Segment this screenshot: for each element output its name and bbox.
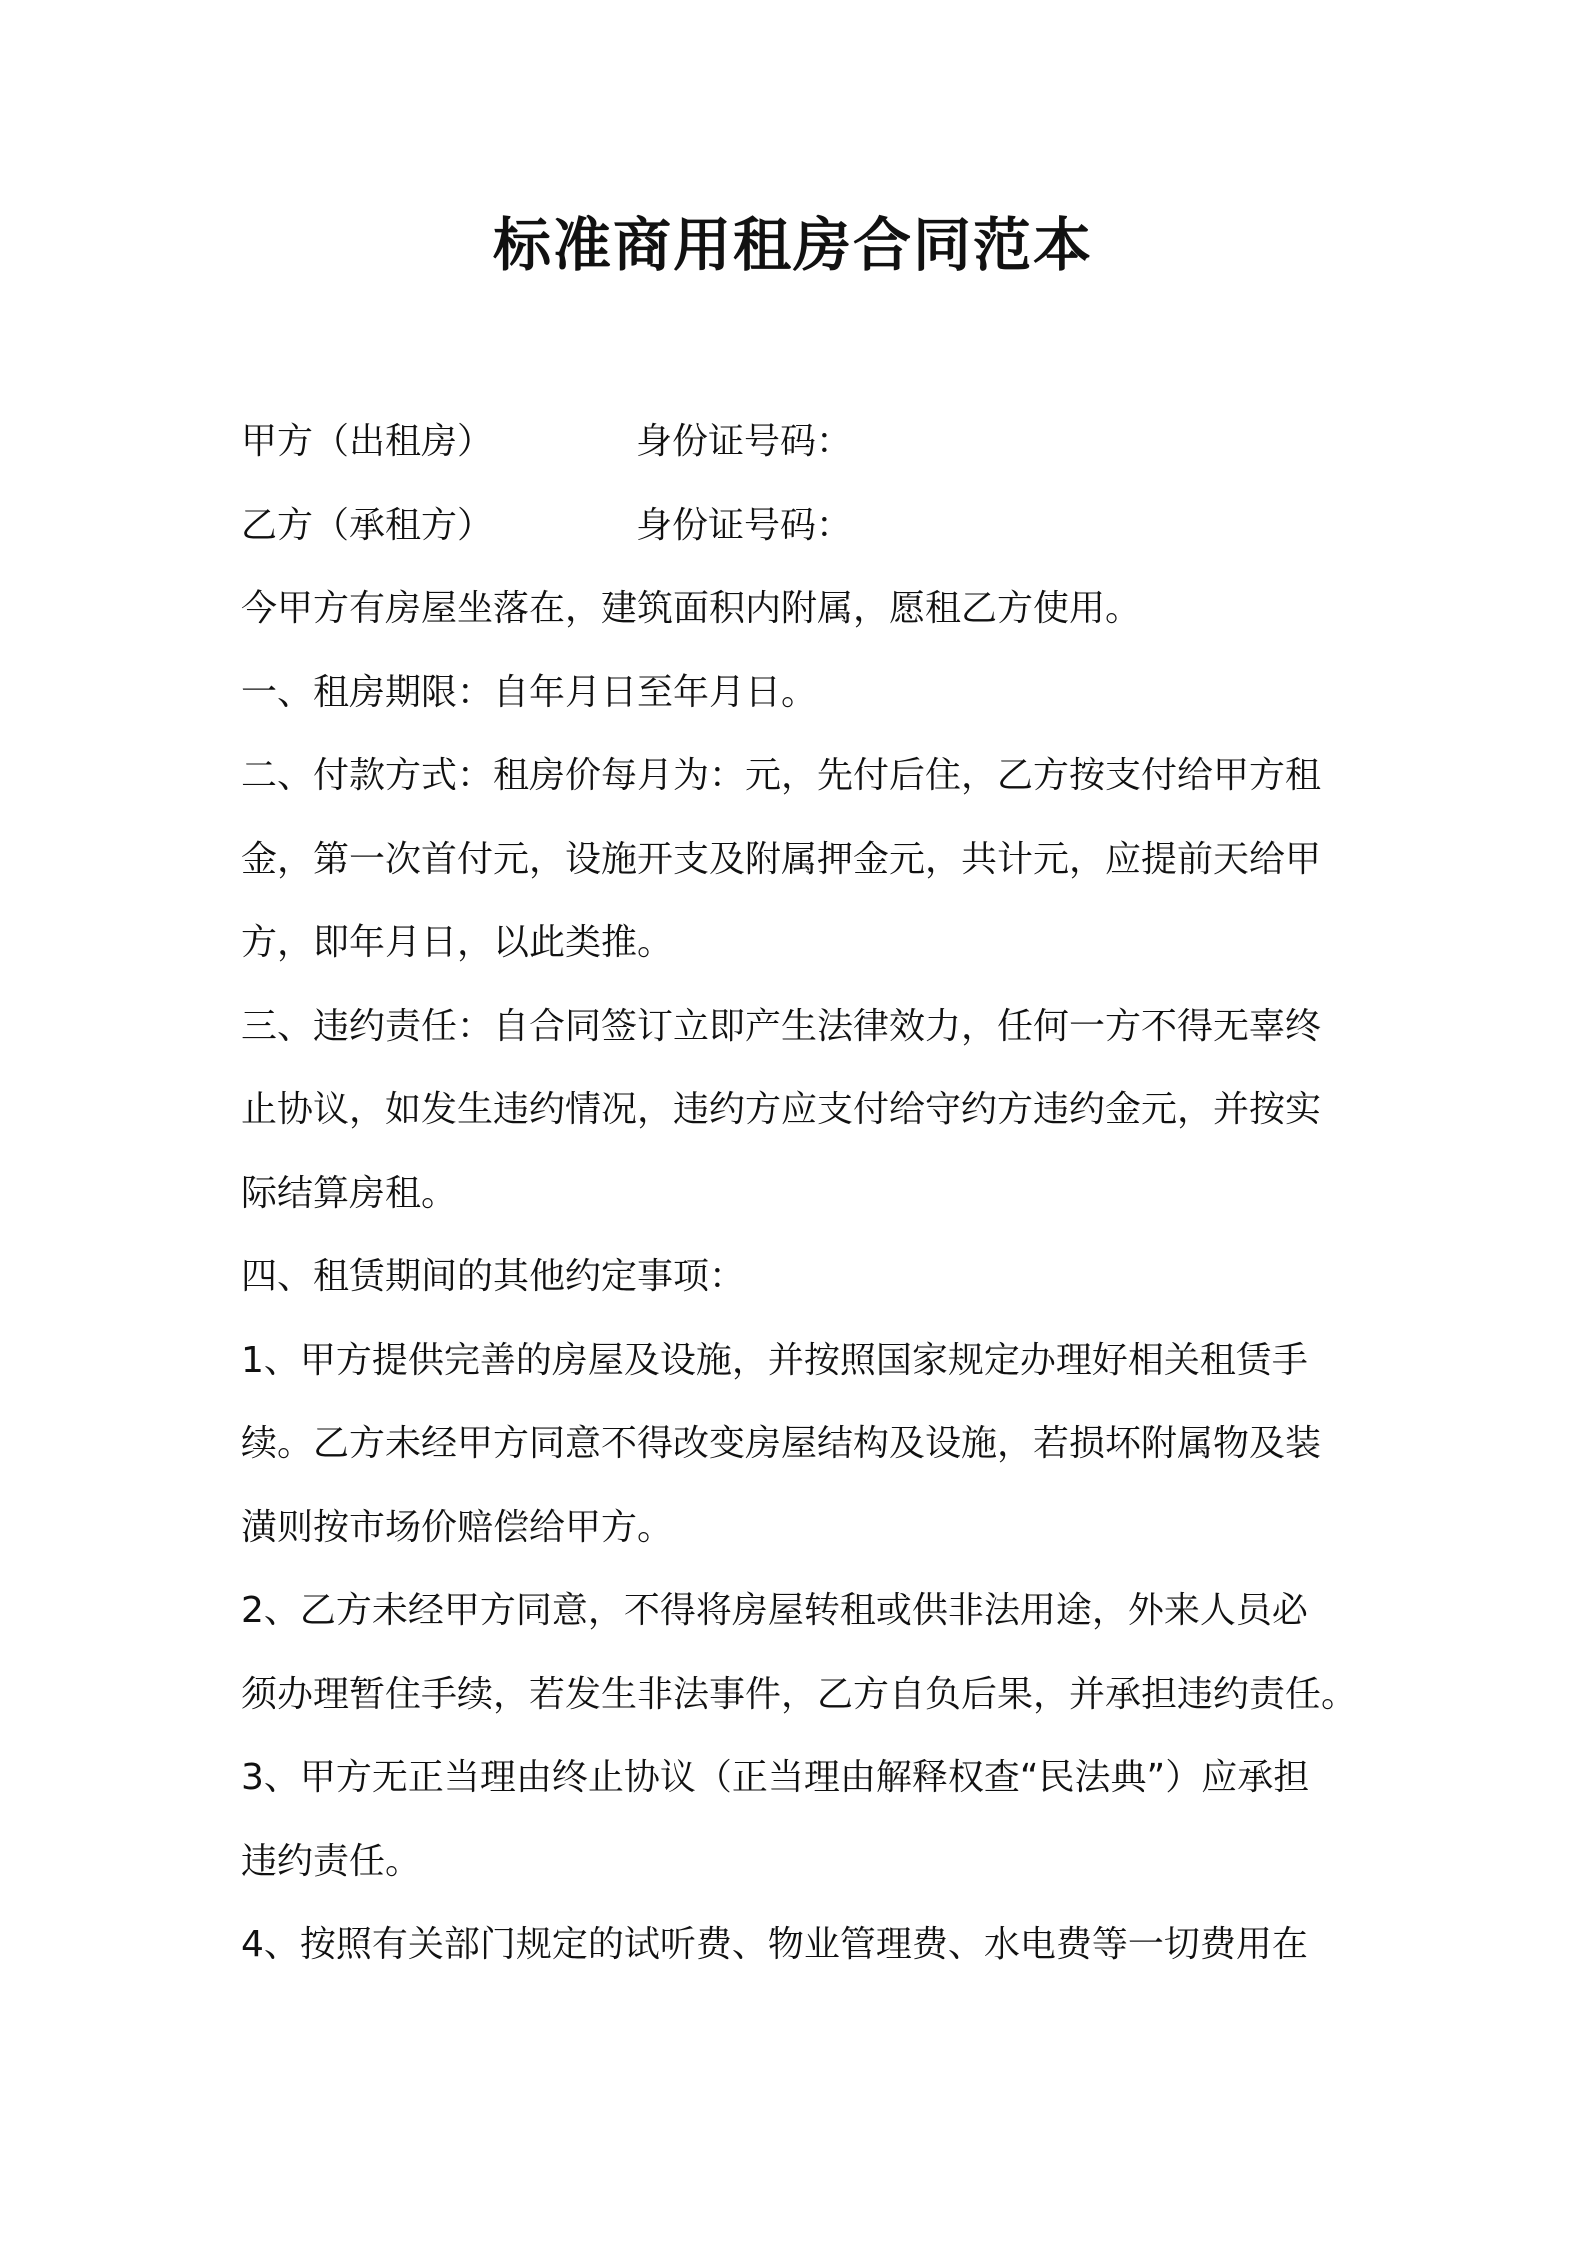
item-2-line-2: 须办理暂住手续，若发生非法事件，乙方自负后果，并承担违约责任。 <box>241 1673 1358 1715</box>
clause-1-lease-term: 一、租房期限：自年月日至年月日。 <box>241 671 818 713</box>
party-b-line <box>241 484 1351 568</box>
party-a-line <box>241 400 1351 484</box>
clause-4-heading: 四、租赁期间的其他约定事项： <box>241 1256 746 1297</box>
item-1-line-3: 潢则按市场价赔偿给甲方。 <box>241 1506 674 1548</box>
clause-2-payment-line-2: 金，第一次首付元，设施开支及附属押金元，共计元，应提前天给甲 <box>241 838 1322 880</box>
party-a-id-label: 身份证号码： <box>636 421 853 462</box>
clause-2-payment-line-1: 二、付款方式：租房价每月为：元，先付后住，乙方按支付给甲方租 <box>241 755 1322 796</box>
clause-3-liability-line-2: 止协议，如发生违约情况，违约方应支付给守约方违约金元，并按实 <box>241 1089 1322 1130</box>
party-b-label: 乙方（承租方） <box>241 504 494 546</box>
item-2-line-1: 2、乙方未经甲方同意，不得将房屋转租或供非法用途，外来人员必 <box>241 1590 1308 1631</box>
clause-3-liability-line-1: 三、违约责任：自合同签订立即产生法律效力，任何一方不得无辜终 <box>241 1005 1322 1047</box>
party-b-id-label: 身份证号码： <box>636 504 853 546</box>
document-body <box>241 400 1358 1987</box>
party-a-label: 甲方（出租房） <box>241 421 494 462</box>
clause-3-liability-line-3: 际结算房租。 <box>241 1172 458 1214</box>
document-title: 标准商用租房合同范本 <box>492 211 1093 279</box>
item-1-line-1: 1、甲方提供完善的房屋及设施，并按照国家规定办理好相关租赁手 <box>241 1339 1308 1381</box>
item-4-line-1: 4、按照有关部门规定的试听费、物业管理费、水电费等一切费用在 <box>241 1924 1308 1965</box>
item-3-line-2: 违约责任。 <box>241 1840 422 1882</box>
clause-2-payment-line-3: 方，即年月日，以此类推。 <box>241 922 674 963</box>
premises-statement: 今甲方有房屋坐落在，建筑面积内附属，愿租乙方使用。 <box>241 588 1142 629</box>
item-1-line-2: 续。乙方未经甲方同意不得改变房屋结构及设施，若损坏附属物及装 <box>241 1423 1322 1464</box>
item-3-line-1: 3、甲方无正当理由终止协议（正当理由解释权查“民法典”）应承担 <box>241 1757 1310 1798</box>
